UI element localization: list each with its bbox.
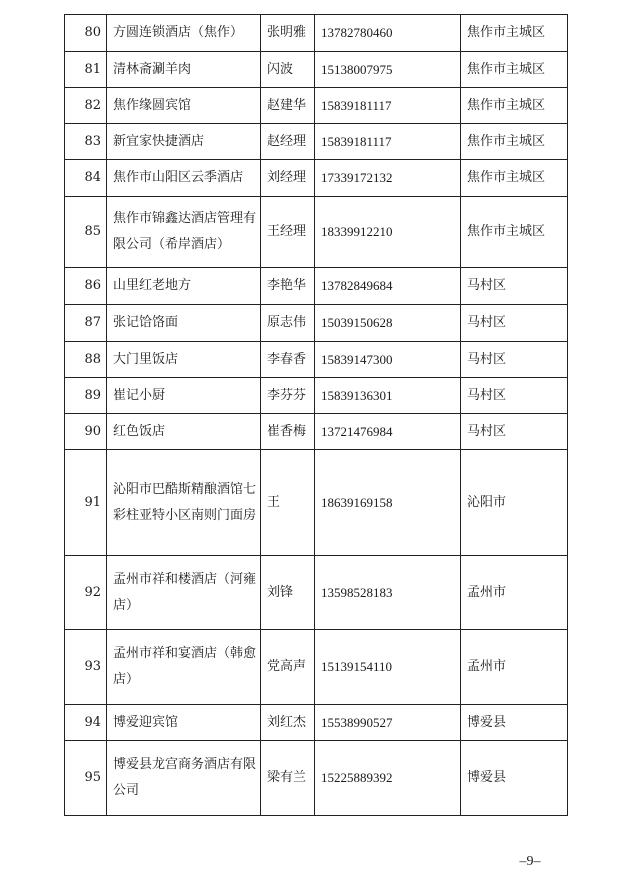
- establishment-name: 山里红老地方: [107, 268, 261, 305]
- contact-person: 原志伟: [261, 305, 315, 342]
- district: 马村区: [461, 342, 568, 378]
- row-number: 81: [65, 52, 107, 88]
- establishment-name: 新宜家快捷酒店: [107, 124, 261, 160]
- table-row: [65, 15, 568, 52]
- table-row: [65, 378, 568, 414]
- row-number: 95: [65, 741, 107, 816]
- table-row: [65, 342, 568, 378]
- row-number: 94: [65, 705, 107, 741]
- table-row: [65, 450, 568, 556]
- contact-person: 赵经理: [261, 124, 315, 160]
- phone-number: 13598528183: [315, 556, 461, 630]
- contact-person: 闪波: [261, 52, 315, 88]
- phone-number: 15839181117: [315, 124, 461, 160]
- establishment-name: 焦作市锦鑫达酒店管理有限公司（希岸酒店）: [107, 197, 261, 268]
- phone-number: 15839136301: [315, 378, 461, 414]
- district: 焦作市主城区: [461, 88, 568, 124]
- establishment-name: 沁阳市巴酷斯精酿酒馆七彩柱亚特小区南则门面房: [107, 450, 261, 556]
- establishment-name: 焦作缘圆宾馆: [107, 88, 261, 124]
- contact-person: 刘经理: [261, 160, 315, 197]
- contact-person: 王经理: [261, 197, 315, 268]
- district: 焦作市主城区: [461, 124, 568, 160]
- row-number: 88: [65, 342, 107, 378]
- row-number: 86: [65, 268, 107, 305]
- row-number: 91: [65, 450, 107, 556]
- district: 沁阳市: [461, 450, 568, 556]
- table-row: [65, 268, 568, 305]
- establishment-name: 大门里饭店: [107, 342, 261, 378]
- phone-number: 15225889392: [315, 741, 461, 816]
- district: 马村区: [461, 268, 568, 305]
- contact-person: 赵建华: [261, 88, 315, 124]
- contact-person: 李芬芬: [261, 378, 315, 414]
- district: 博爱县: [461, 741, 568, 816]
- table-row: [65, 705, 568, 741]
- establishment-name: 方圆连锁酒店（焦作）: [107, 15, 261, 52]
- row-number: 92: [65, 556, 107, 630]
- row-number: 85: [65, 197, 107, 268]
- phone-number: 15138007975: [315, 52, 461, 88]
- establishment-name: 红色饭店: [107, 414, 261, 450]
- establishment-name: 博爱迎宾馆: [107, 705, 261, 741]
- row-number: 82: [65, 88, 107, 124]
- contact-person: 刘锋: [261, 556, 315, 630]
- phone-number: 15538990527: [315, 705, 461, 741]
- establishment-table: [64, 14, 568, 816]
- district: 博爱县: [461, 705, 568, 741]
- establishment-name: 张记饸饹面: [107, 305, 261, 342]
- establishment-name: 崔记小厨: [107, 378, 261, 414]
- phone-number: 15139154110: [315, 630, 461, 705]
- contact-person: 党高声: [261, 630, 315, 705]
- table-row: [65, 741, 568, 816]
- table-row: [65, 305, 568, 342]
- district: 马村区: [461, 305, 568, 342]
- contact-person: 张明雅: [261, 15, 315, 52]
- district: 焦作市主城区: [461, 160, 568, 197]
- phone-number: 15039150628: [315, 305, 461, 342]
- row-number: 93: [65, 630, 107, 705]
- phone-number: 15839147300: [315, 342, 461, 378]
- contact-person: 梁有兰: [261, 741, 315, 816]
- table-row: [65, 160, 568, 197]
- district: 焦作市主城区: [461, 15, 568, 52]
- establishment-name: 焦作市山阳区云季酒店: [107, 160, 261, 197]
- establishment-name: 清林斋涮羊肉: [107, 52, 261, 88]
- contact-person: 李春香: [261, 342, 315, 378]
- table-row: [65, 630, 568, 705]
- page-number: –9–: [519, 854, 541, 869]
- district: 孟州市: [461, 556, 568, 630]
- phone-number: 13782849684: [315, 268, 461, 305]
- contact-person: 李艳华: [261, 268, 315, 305]
- phone-number: 17339172132: [315, 160, 461, 197]
- table-row: [65, 124, 568, 160]
- district: 孟州市: [461, 630, 568, 705]
- contact-person: 崔香梅: [261, 414, 315, 450]
- phone-number: 15839181117: [315, 88, 461, 124]
- table-row: [65, 52, 568, 88]
- row-number: 80: [65, 15, 107, 52]
- contact-person: 王: [261, 450, 315, 556]
- district: 马村区: [461, 378, 568, 414]
- phone-number: 13721476984: [315, 414, 461, 450]
- row-number: 84: [65, 160, 107, 197]
- row-number: 83: [65, 124, 107, 160]
- table-row: [65, 197, 568, 268]
- district: 焦作市主城区: [461, 197, 568, 268]
- phone-number: 18639169158: [315, 450, 461, 556]
- phone-number: 18339912210: [315, 197, 461, 268]
- establishment-name: 孟州市祥和宴酒店（韩愈店）: [107, 630, 261, 705]
- district: 焦作市主城区: [461, 52, 568, 88]
- row-number: 90: [65, 414, 107, 450]
- table-body: [65, 15, 568, 816]
- phone-number: 13782780460: [315, 15, 461, 52]
- row-number: 89: [65, 378, 107, 414]
- row-number: 87: [65, 305, 107, 342]
- establishment-name: 孟州市祥和楼酒店（河雍店）: [107, 556, 261, 630]
- district: 马村区: [461, 414, 568, 450]
- table-row: [65, 88, 568, 124]
- establishment-name: 博爱县龙宫商务酒店有限公司: [107, 741, 261, 816]
- contact-person: 刘红杰: [261, 705, 315, 741]
- table-row: [65, 556, 568, 630]
- table-row: [65, 414, 568, 450]
